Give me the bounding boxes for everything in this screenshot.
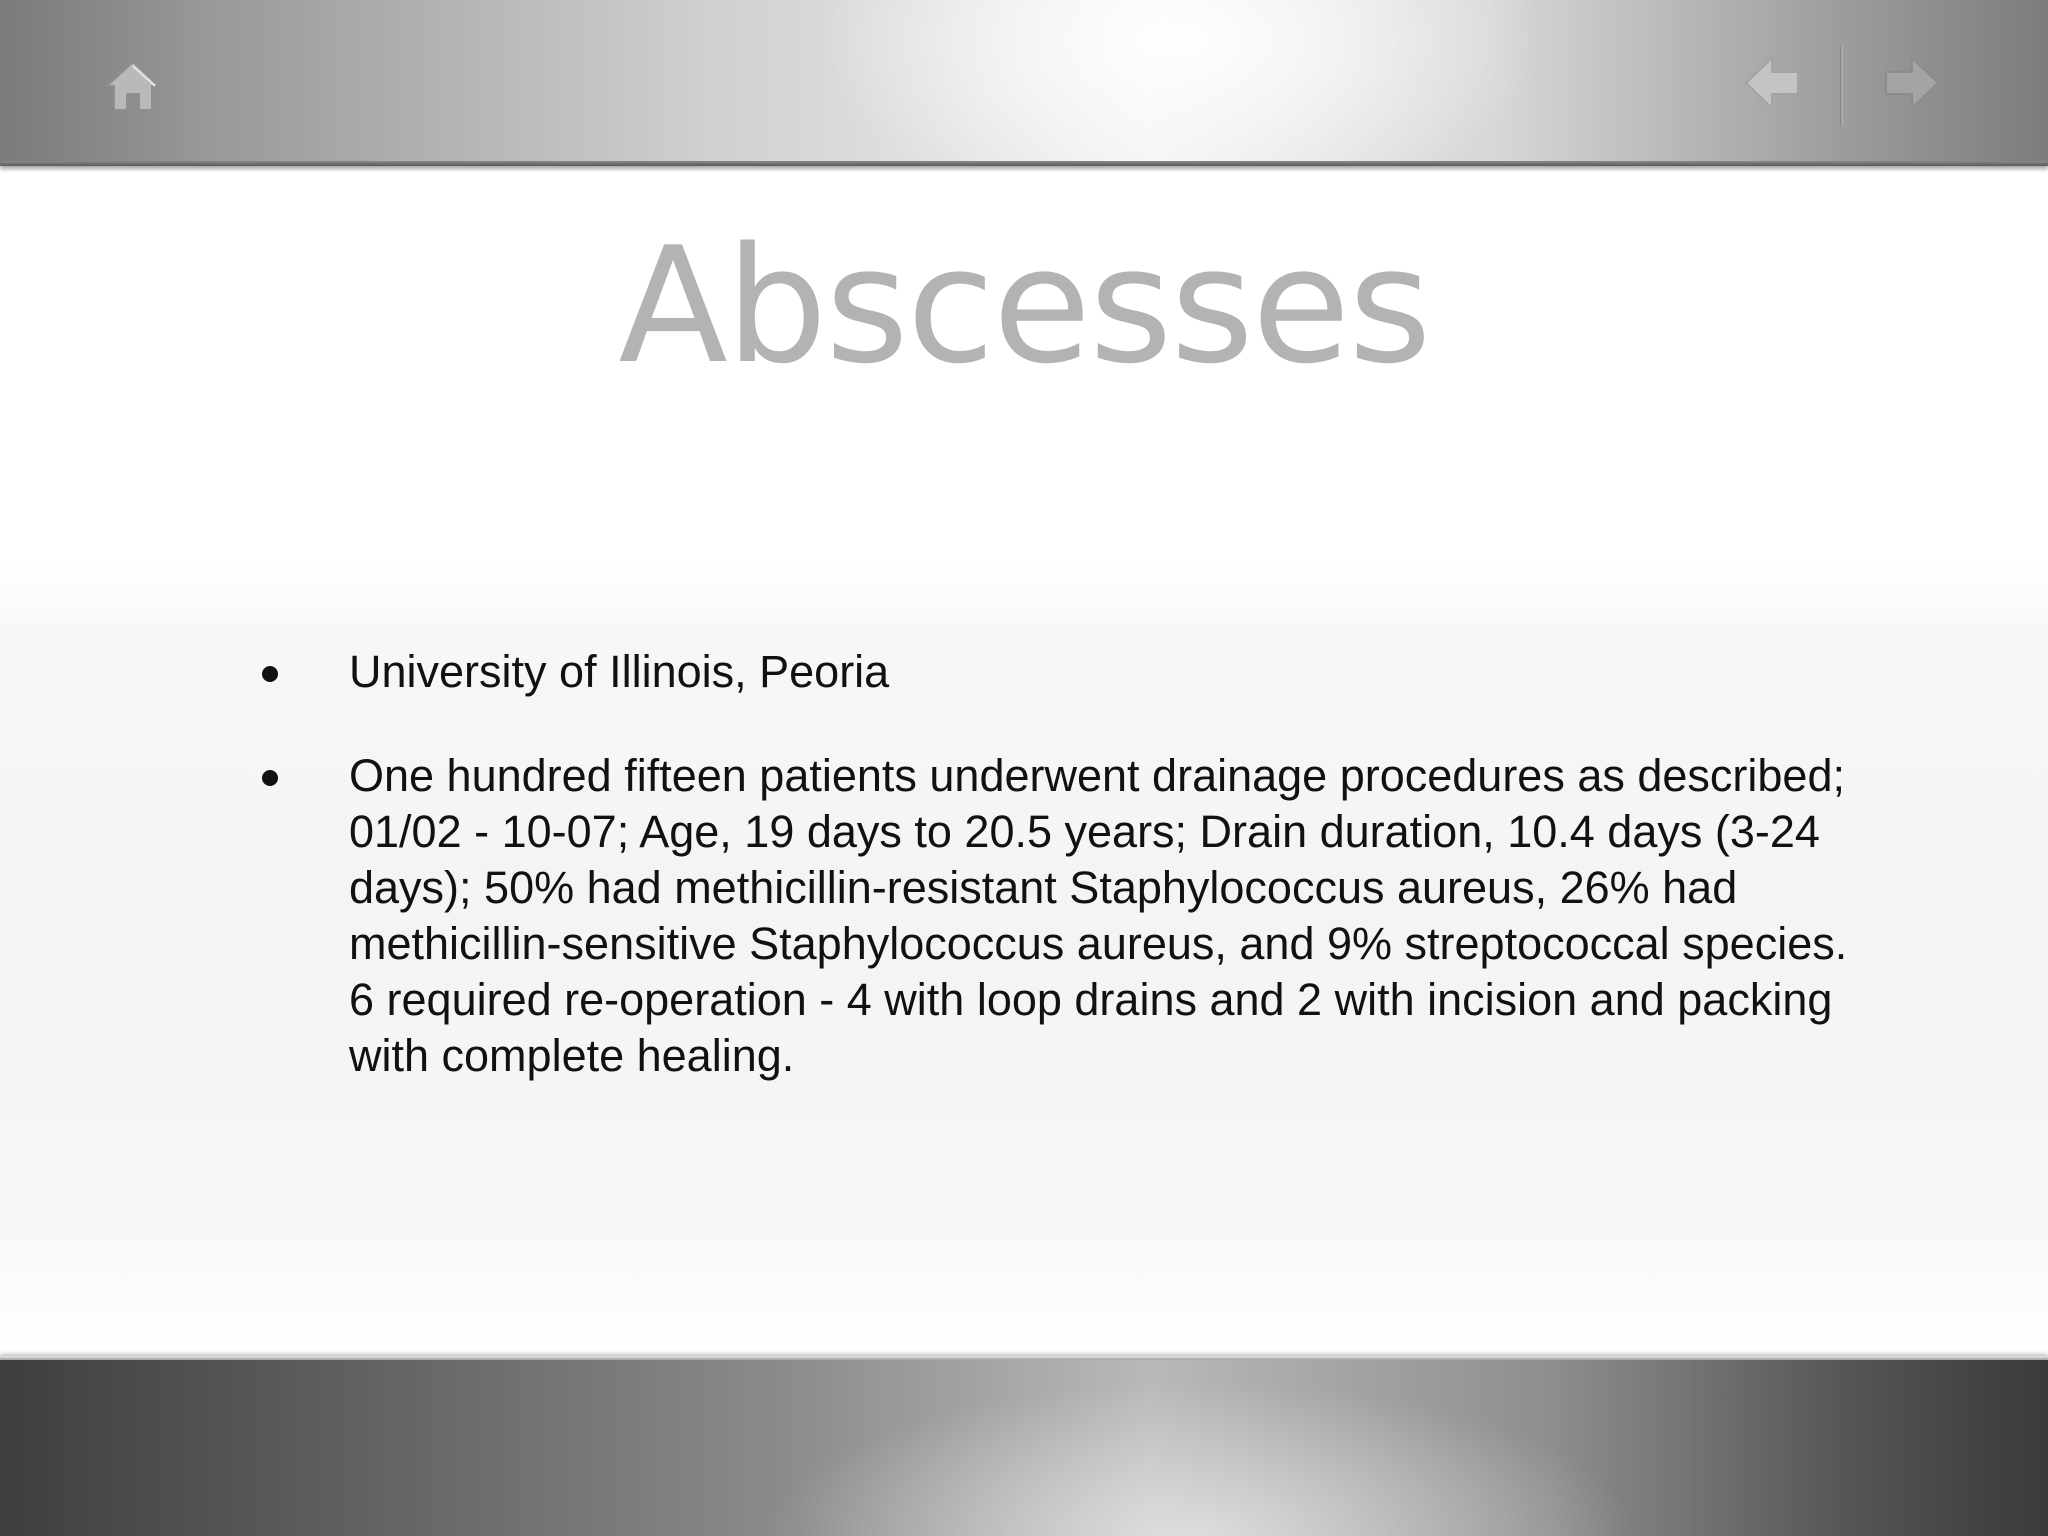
slide-title: Abscesses — [618, 212, 1430, 399]
arrow-left-icon[interactable] — [1742, 54, 1802, 112]
bullet-icon — [262, 666, 278, 682]
arrow-right-icon[interactable] — [1882, 54, 1942, 112]
bottom-bar — [0, 1356, 2048, 1536]
list-item — [254, 644, 1874, 700]
list-item — [254, 748, 1874, 1084]
bullet-text: University of Illinois, Peoria — [349, 646, 890, 697]
bullet-icon — [262, 770, 278, 786]
navigation-divider — [1840, 46, 1843, 126]
top-navigation-bar — [0, 0, 2048, 166]
bullet-list — [254, 644, 1874, 1132]
home-icon[interactable] — [104, 58, 162, 114]
bullet-text: One hundred fifteen patients underwent drainage procedures as described; 01/02 - 10-07; Age, 19 days to 20.5 years; Drain duration, 10.4 days (3-24 days); 50% had methicillin-resistant Staphylococcus aureus, 26% had methicillin-sensitive Staphylococcus aureus, and 9% streptococcal species. 6 required re-operation - 4 with loop drains and 2 with incision and packing with complete healing. — [349, 750, 1848, 1081]
